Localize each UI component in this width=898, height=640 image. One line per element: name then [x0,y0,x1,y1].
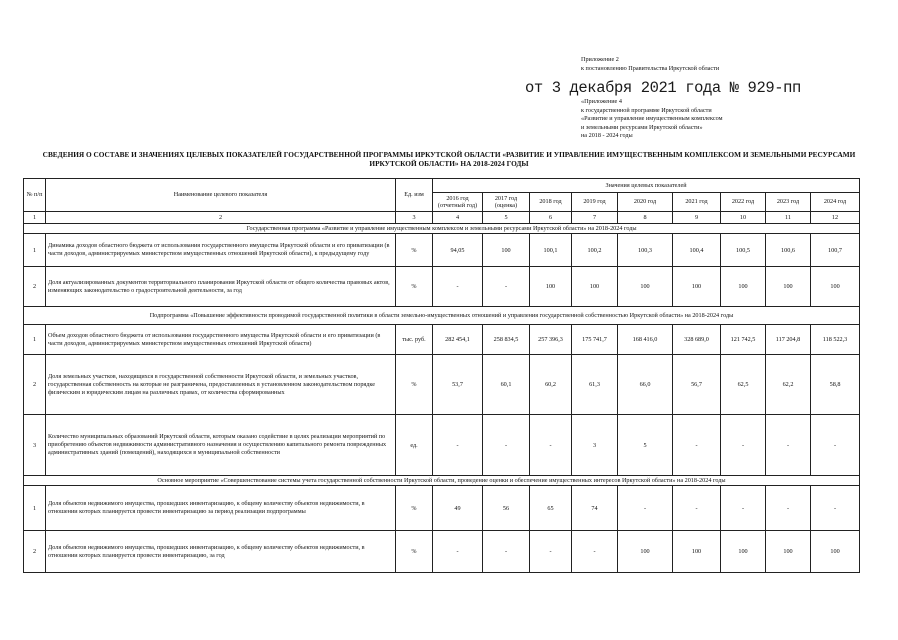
value-cell: 100,2 [572,234,618,267]
unit: % [396,486,433,531]
value-cell: 100 [618,267,673,307]
header-year: 2017 год (оценка) [483,193,530,212]
value-cell: 100 [766,267,811,307]
header-year: 2019 год [572,193,618,212]
header-year: 2021 год [673,193,721,212]
unit: % [396,355,433,415]
annex-4-line: на 2018 - 2024 годы [581,132,633,140]
indicator-name: Динамика доходов областного бюджета от использования государственного имущества Иркутской области и его приватизации (в части доходов, администрируемых министерством имущественных отношений Иркутской области), к предыдущему году [46,234,396,267]
value-cell: 100 [811,531,860,573]
value-cell: 94,05 [433,234,483,267]
column-number: 3 [396,212,433,224]
value-cell: 100,5 [721,234,766,267]
unit: % [396,234,433,267]
value-cell: - [673,415,721,476]
value-cell: - [811,415,860,476]
column-number: 5 [483,212,530,224]
value-cell: 100 [811,267,860,307]
section-row [24,307,860,325]
unit: % [396,267,433,307]
value-cell: 61,3 [572,355,618,415]
value-cell: 100 [530,267,572,307]
value-cell: 66,0 [618,355,673,415]
value-cell: 328 689,0 [673,325,721,355]
annex-2-line: к постановлению Правительства Иркутской области [581,64,720,72]
table-row [24,267,860,307]
value-cell: 100 [673,531,721,573]
table-row [24,325,860,355]
value-cell: 100 [618,531,673,573]
value-cell: 100,6 [766,234,811,267]
value-cell: 100 [673,267,721,307]
value-cell: 257 396,3 [530,325,572,355]
value-cell: 118 522,3 [811,325,860,355]
table-row [24,531,860,573]
header-indicator-name: Наименование целевого показателя [46,179,396,212]
value-cell: 62,5 [721,355,766,415]
value-cell: 100,4 [673,234,721,267]
value-cell: - [721,415,766,476]
header-year: 2020 год [618,193,673,212]
value-cell: 5 [618,415,673,476]
value-cell: 100 [721,267,766,307]
indicator-name: Объем доходов областного бюджета от использования государственного имущества Иркутской области и его приватизации (в части доходов, администрируемых министерством имущественных отношений Иркутской области) [46,325,396,355]
column-number: 2 [46,212,396,224]
column-number: 8 [618,212,673,224]
value-cell: 65 [530,486,572,531]
value-cell: 121 742,5 [721,325,766,355]
value-cell: 117 204,8 [766,325,811,355]
section-title: Основное мероприятие «Совершенствование системы учета государственной собственности Иркутской области, проведение оценки и обеспечение имущественных интересов Иркутской области» на 2018-2024 годы [24,476,860,486]
value-cell: - [673,486,721,531]
value-cell: 56 [483,486,530,531]
row-num: 1 [24,325,46,355]
header-year: 2024 год [811,193,860,212]
header-year: 2016 год (отчетный год) [433,193,483,212]
column-number-row [24,212,860,224]
value-cell: - [483,531,530,573]
column-number: 4 [433,212,483,224]
row-num: 2 [24,355,46,415]
value-cell: 60,2 [530,355,572,415]
value-cell: - [433,267,483,307]
indicator-name: Доля актуализированных документов территориального планирования Иркутской области от общего количества правовых актов, изменяющих законодательство о градостроительной деятельности, за год [46,267,396,307]
indicator-name: Количество муниципальных образований Иркутской области, которым оказано содействие в целях реализации мероприятий по приобретению объектов недвижимости административного назначения и осуществлению капитального ремонта поврежденных административных зданий (помещений), находящихся в муниципальной собственности [46,415,396,476]
value-cell: 60,1 [483,355,530,415]
unit: ед. [396,415,433,476]
column-number: 1 [24,212,46,224]
column-number: 10 [721,212,766,224]
value-cell: 3 [572,415,618,476]
value-cell: - [483,267,530,307]
section-row [24,224,860,234]
column-number: 9 [673,212,721,224]
value-cell: 100,1 [530,234,572,267]
column-number: 12 [811,212,860,224]
decree-date-number: от 3 декабря 2021 года № 929-пп [525,79,801,97]
value-cell: 53,7 [433,355,483,415]
value-cell: 282 454,1 [433,325,483,355]
value-cell: 258 834,5 [483,325,530,355]
header-unit: Ед. изм [396,179,433,212]
header-year: 2023 год [766,193,811,212]
value-cell: - [433,531,483,573]
row-num: 2 [24,531,46,573]
indicators-table [23,178,860,573]
value-cell: 100,3 [618,234,673,267]
value-cell: - [530,415,572,476]
unit: тыс. руб. [396,325,433,355]
section-title: Государственная программа «Развитие и управление имущественным комплексом и земельными ресурсами Иркутской области» на 2018-2024 годы [24,224,860,234]
value-cell: 56,7 [673,355,721,415]
document-title: СВЕДЕНИЯ О СОСТАВЕ И ЗНАЧЕНИЯХ ЦЕЛЕВЫХ ПОКАЗАТЕЛЕЙ ГОСУДАРСТВЕННОЙ ПРОГРАММЫ ИРКУТСКОЙ ОБЛАСТИ «РАЗВИТИЕ И УПРАВЛЕНИЕ ИМУЩЕСТВЕННЫМ КОМПЛЕКСОМ И ЗЕМЕЛЬНЫМИ РЕСУРСАМИ ИРКУТСКОЙ ОБЛАСТИ» НА 2018-2024 ГОДЫ [42,150,856,168]
column-number: 11 [766,212,811,224]
value-cell: 49 [433,486,483,531]
value-cell: 100 [721,531,766,573]
value-cell: 175 741,7 [572,325,618,355]
row-num: 1 [24,486,46,531]
value-cell: 100 [766,531,811,573]
value-cell: - [811,486,860,531]
value-cell: 62,2 [766,355,811,415]
value-cell: 58,8 [811,355,860,415]
header-num: № п/п [24,179,46,212]
annex-2-line: Приложение 2 [581,56,619,63]
annex-4-line: к государственной программе Иркутской области [581,106,712,114]
column-number: 7 [572,212,618,224]
row-num: 2 [24,267,46,307]
value-cell: - [433,415,483,476]
row-num: 3 [24,415,46,476]
value-cell: - [766,486,811,531]
value-cell: - [766,415,811,476]
indicator-name: Доля земельных участков, находящихся в государственной собственности Иркутской области, и земельных участков, государственная собственность на которые не разграничена, предоставленных в установленном законодательством порядке физическим и юридическим лицам на различных правах, от количества сформированных [46,355,396,415]
value-cell: - [572,531,618,573]
indicator-name: Доля объектов недвижимого имущества, прошедших инвентаризацию, к общему количеству объектов недвижимости, в отношении которых планируется провести инвентаризацию, за год [46,531,396,573]
annex-2-header [581,56,719,73]
annex-4-header [581,98,723,141]
section-row [24,476,860,486]
unit: % [396,531,433,573]
column-number: 6 [530,212,572,224]
value-cell: - [530,531,572,573]
value-cell: 74 [572,486,618,531]
value-cell: 168 416,0 [618,325,673,355]
row-num: 1 [24,234,46,267]
header-year: 2022 год [721,193,766,212]
table-row [24,415,860,476]
annex-4-line: «Приложение 4 [581,98,622,105]
value-cell: 100 [572,267,618,307]
value-cell: - [618,486,673,531]
value-cell: 100 [483,234,530,267]
indicator-name: Доля объектов недвижимого имущества, прошедших инвентаризацию, к общему количеству объектов недвижимости, в отношении которых планируется провести инвентаризацию за период реализации подпрограммы [46,486,396,531]
table-row [24,234,860,267]
section-title: Подпрограмма «Повышение эффективности проводимой государственной политики в области земельно-имущественных отношений и управления государственной собственностью Иркутской области» на 2018-2024 годы [24,307,860,325]
header-year: 2018 год [530,193,572,212]
value-cell: - [721,486,766,531]
annex-4-line: и земельными ресурсами Иркутской области» [581,123,703,131]
value-cell: 100,7 [811,234,860,267]
value-cell: - [483,415,530,476]
table-row [24,355,860,415]
table-row [24,486,860,531]
annex-4-line: «Развитие и управление имущественным комплексом [581,115,723,123]
header-values-group: Значения целевых показателей [433,179,860,193]
